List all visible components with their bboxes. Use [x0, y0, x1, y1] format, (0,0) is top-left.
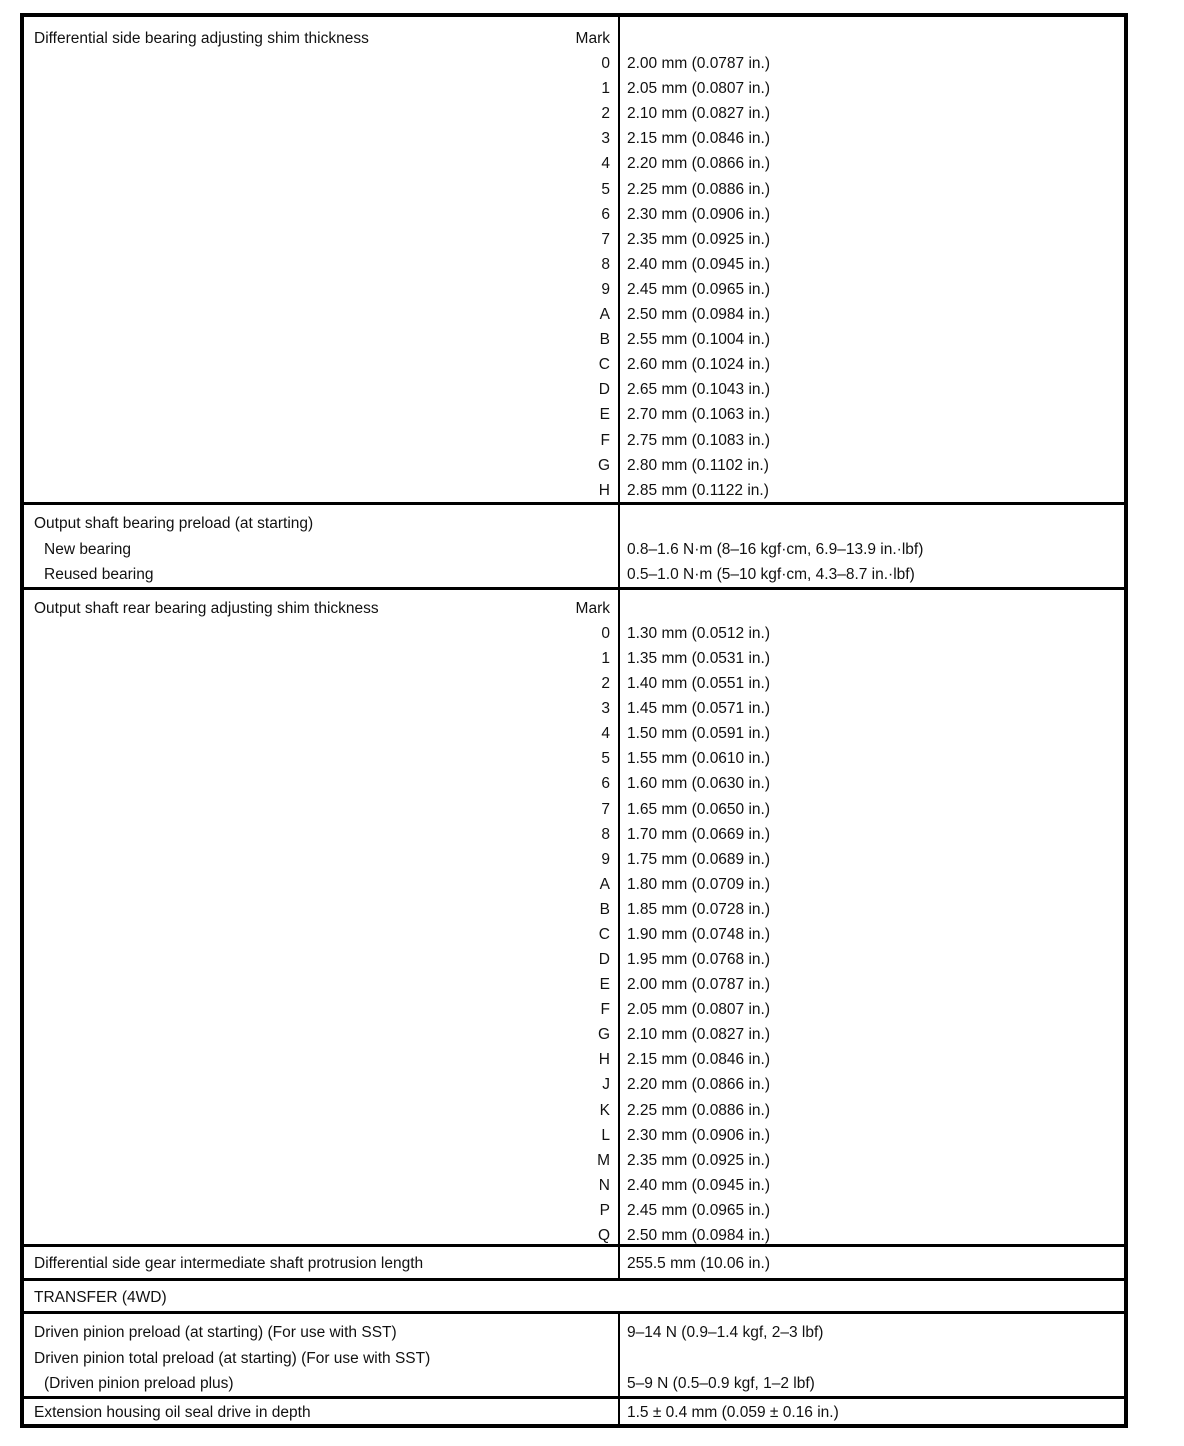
shim-thickness-value: 2.35 mm (0.0925 in.)	[627, 230, 771, 248]
shim-mark: 8	[601, 255, 610, 273]
driven-pinion-section	[24, 1314, 1124, 1399]
shim-thickness-value: 1.90 mm (0.0748 in.)	[627, 925, 771, 943]
column-divider	[618, 505, 620, 587]
column-divider	[618, 1314, 620, 1396]
shim-mark: 6	[601, 775, 610, 793]
shim-thickness-value: 2.25 mm (0.0886 in.)	[627, 1101, 771, 1119]
oil-seal-section	[24, 1399, 1124, 1424]
shim-mark: Q	[597, 1226, 610, 1244]
driven-pinion-total-sublabel: (Driven pinion preload plus)	[44, 1375, 234, 1392]
protrusion-section	[24, 1247, 1124, 1281]
shim-mark: C	[598, 356, 610, 374]
reused-bearing-label: Reused bearing	[44, 566, 154, 583]
shim-thickness-value: 1.40 mm (0.0551 in.)	[627, 675, 771, 693]
shim-mark: 3	[601, 700, 610, 718]
shim-thickness-value: 1.30 mm (0.0512 in.)	[627, 625, 771, 642]
shim-mark: C	[598, 925, 610, 943]
transfer-heading: TRANSFER (4WD)	[34, 1289, 167, 1306]
shim-thickness-value: 2.65 mm (0.1043 in.)	[627, 381, 771, 399]
shim-thickness-value: 2.20 mm (0.0866 in.)	[627, 1076, 771, 1094]
shim-thickness-value: 1.55 mm (0.0610 in.)	[627, 750, 771, 768]
shim-thickness-value: 1.50 mm (0.0591 in.)	[627, 725, 771, 743]
shim-mark: F	[600, 1001, 610, 1019]
shim-mark: M	[597, 1151, 610, 1169]
shim-mark: 7	[601, 230, 610, 248]
shim-thickness-value: 2.25 mm (0.0886 in.)	[627, 180, 771, 198]
shim-mark: D	[598, 381, 610, 399]
shim-thickness-value: 2.05 mm (0.0807 in.)	[627, 80, 771, 98]
mark-header: Mark	[575, 30, 610, 47]
shim-thickness-value: 2.30 mm (0.0906 in.)	[627, 205, 771, 223]
shim-mark: 0	[601, 55, 610, 72]
shim-mark: 8	[601, 825, 610, 843]
shim-mark: B	[599, 900, 610, 918]
shim-mark: D	[598, 951, 610, 969]
shim-thickness-value: 2.45 mm (0.0965 in.)	[627, 280, 771, 298]
shim-mark: F	[600, 431, 610, 449]
column-divider	[618, 17, 620, 502]
shim-thickness-value: 1.75 mm (0.0689 in.)	[627, 850, 771, 868]
mark-header: Mark	[575, 600, 610, 617]
column-divider	[618, 1399, 620, 1424]
shim-thickness-value: 2.20 mm (0.0866 in.)	[627, 155, 771, 173]
shim-thickness-value: 1.35 mm (0.0531 in.)	[627, 650, 771, 668]
new-bearing-label: New bearing	[44, 541, 132, 558]
diff-shim-label: Differential side bearing adjusting shim thickness	[34, 30, 369, 47]
shim-mark: 9	[601, 280, 610, 298]
protrusion-label: Differential side gear intermediate shaft protrusion length	[34, 1255, 424, 1272]
driven-pinion-preload-value: 9–14 N (0.9–1.4 kgf, 2–3 lbf)	[627, 1324, 824, 1341]
shim-mark: K	[599, 1101, 610, 1119]
shim-thickness-value: 1.70 mm (0.0669 in.)	[627, 825, 771, 843]
shim-thickness-value: 2.40 mm (0.0945 in.)	[627, 1176, 771, 1194]
shim-mark: P	[599, 1201, 610, 1219]
shim-thickness-value: 2.05 mm (0.0807 in.)	[627, 1001, 771, 1019]
shim-mark: A	[599, 306, 610, 323]
shim-thickness-value: 1.45 mm (0.0571 in.)	[627, 700, 771, 718]
shim-thickness-value: 2.10 mm (0.0827 in.)	[627, 105, 771, 123]
column-divider	[618, 1247, 620, 1278]
output-preload-label: Output shaft bearing preload (at starting)	[34, 515, 314, 532]
driven-pinion-preload-label: Driven pinion preload (at starting) (For use with SST)	[34, 1324, 397, 1341]
shim-thickness-value: 2.10 mm (0.0827 in.)	[627, 1026, 771, 1044]
shim-mark: 5	[601, 750, 610, 768]
shim-mark: 1	[601, 80, 610, 98]
shim-thickness-value: 1.95 mm (0.0768 in.)	[627, 951, 771, 969]
transfer-section	[24, 1281, 1124, 1314]
shim-thickness-value: 2.85 mm (0.1122 in.)	[627, 481, 769, 499]
driven-pinion-total-value: 5–9 N (0.5–0.9 kgf, 1–2 lbf)	[627, 1375, 815, 1392]
column-divider	[618, 590, 620, 1244]
shim-mark: N	[598, 1176, 610, 1194]
oil-seal-value: 1.5 ± 0.4 mm (0.059 ± 0.16 in.)	[627, 1404, 839, 1421]
spec-table	[20, 13, 1128, 1428]
shim-mark: 7	[601, 800, 610, 818]
oil-seal-label: Extension housing oil seal drive in depth	[34, 1404, 311, 1421]
shim-thickness-value: 2.30 mm (0.0906 in.)	[627, 1126, 771, 1144]
shim-mark: 4	[601, 725, 610, 743]
output-shim-label: Output shaft rear bearing adjusting shim thickness	[34, 600, 379, 617]
shim-mark: 2	[601, 675, 610, 693]
shim-thickness-value: 2.75 mm (0.1083 in.)	[627, 431, 771, 449]
reused-bearing-value: 0.5–1.0 N·m (5–10 kgf·cm, 4.3–8.7 in.·lbf)	[627, 566, 915, 583]
shim-thickness-value: 2.00 mm (0.0787 in.)	[627, 976, 771, 994]
shim-mark: 2	[601, 105, 610, 123]
shim-mark: B	[599, 331, 610, 349]
shim-mark: E	[599, 406, 610, 424]
shim-thickness-value: 2.15 mm (0.0846 in.)	[627, 1051, 771, 1069]
shim-mark: J	[602, 1076, 610, 1094]
shim-mark: G	[597, 456, 610, 474]
shim-mark: 6	[601, 205, 610, 223]
shim-thickness-value: 1.85 mm (0.0728 in.)	[627, 900, 771, 918]
shim-thickness-value: 2.50 mm (0.0984 in.)	[627, 306, 771, 323]
shim-mark: G	[597, 1026, 610, 1044]
shim-mark: H	[598, 1051, 610, 1069]
shim-thickness-value: 2.55 mm (0.1004 in.)	[627, 331, 771, 349]
shim-thickness-value: 2.35 mm (0.0925 in.)	[627, 1151, 771, 1169]
shim-thickness-value: 2.70 mm (0.1063 in.)	[627, 406, 771, 424]
shim-mark: E	[599, 976, 610, 994]
shim-thickness-value: 2.40 mm (0.0945 in.)	[627, 255, 771, 273]
shim-thickness-value: 2.50 mm (0.0984 in.)	[627, 1226, 771, 1244]
shim-thickness-value: 1.65 mm (0.0650 in.)	[627, 800, 771, 818]
shim-thickness-value: 2.45 mm (0.0965 in.)	[627, 1201, 771, 1219]
shim-mark: 1	[601, 650, 610, 668]
shim-thickness-value: 2.60 mm (0.1024 in.)	[627, 356, 771, 374]
diff-shim-section	[24, 17, 1124, 505]
shim-thickness-value: 2.80 mm (0.1102 in.)	[627, 456, 769, 474]
output-preload-section	[24, 505, 1124, 590]
shim-mark: 0	[601, 625, 610, 642]
shim-thickness-value: 1.80 mm (0.0709 in.)	[627, 875, 771, 893]
shim-mark: H	[598, 481, 610, 499]
new-bearing-value: 0.8–1.6 N·m (8–16 kgf·cm, 6.9–13.9 in.·lbf)	[627, 541, 924, 558]
shim-mark: L	[601, 1126, 610, 1144]
driven-pinion-total-label: Driven pinion total preload (at starting) (For use with SST)	[34, 1350, 431, 1367]
shim-mark: 3	[601, 130, 610, 148]
protrusion-value: 255.5 mm (10.06 in.)	[627, 1255, 771, 1272]
shim-thickness-value: 1.60 mm (0.0630 in.)	[627, 775, 771, 793]
shim-mark: 5	[601, 180, 610, 198]
shim-thickness-value: 2.00 mm (0.0787 in.)	[627, 55, 771, 72]
shim-mark: 4	[601, 155, 610, 173]
shim-thickness-value: 2.15 mm (0.0846 in.)	[627, 130, 771, 148]
shim-mark: A	[599, 875, 610, 893]
output-shim-section	[24, 590, 1124, 1247]
shim-mark: 9	[601, 850, 610, 868]
